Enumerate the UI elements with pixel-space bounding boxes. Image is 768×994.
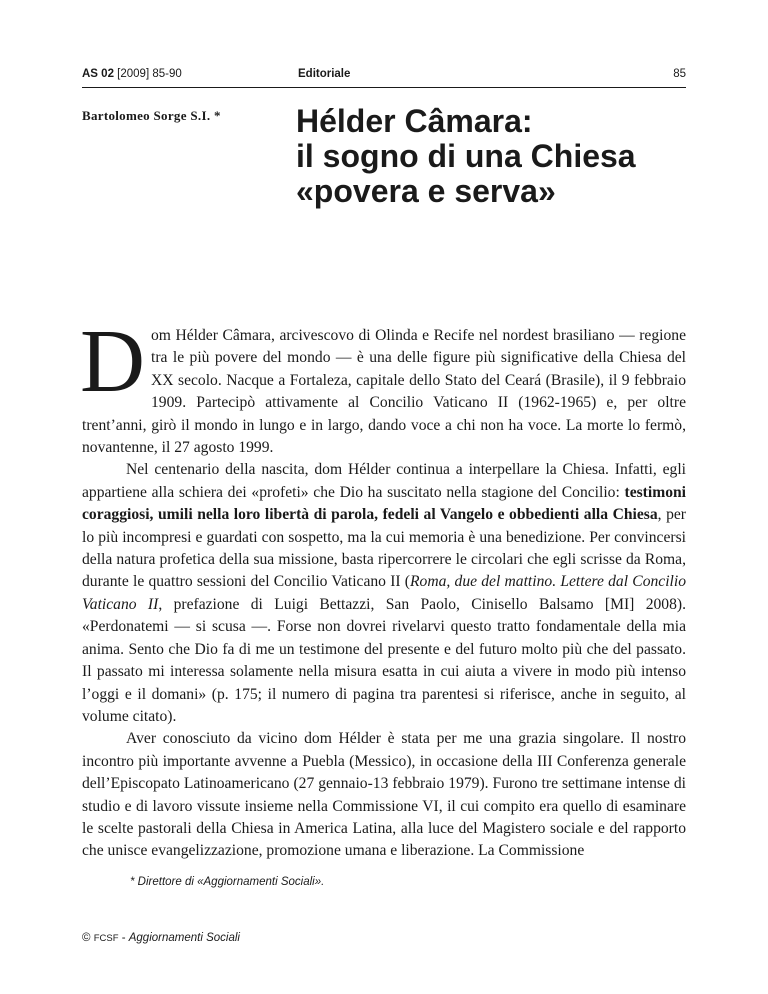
journal-reference: [82, 68, 182, 80]
publication-name: Aggiornamenti Sociali: [128, 932, 240, 944]
article-body: [80, 312, 687, 863]
article-title: [296, 104, 696, 209]
province-abbrev: MI: [610, 595, 630, 613]
paragraph-1-text: om Hélder Câmara, arcivescovo di Olinda e Recife nel nordest brasiliano — regione tra le più povere del mondo — è una delle figure più significative della Chiesa del XX secolo. Nacque a Fortaleza, capitale dello Stato del Ceará (Brasile), il 9 febbraio 1909. Partecipò attivamente al Concilio Vaticano II (1962-1965) e, per oltre trent’anni, girò il mondo in lungo e in largo, dando voce a chi non ha voce. La morte lo fermò, novantenne, il 27 agosto 1999.: [82, 327, 686, 457]
running-header: [82, 68, 686, 84]
header-rule: [82, 87, 686, 88]
copyright-symbol: ©: [82, 932, 91, 944]
paragraph-2: [82, 459, 686, 728]
title-line-1: Hélder Câmara:: [296, 103, 533, 139]
book-title: Roma, due del mattino. Lettere dal Concilio Vaticano II: [82, 573, 687, 613]
paragraph-2-text-a: Nel centenario della nascita, dom Hélder continua a interpellare la Chiesa. Infatti, egli appartiene alla schiera dei «profeti» che Dio ha suscitato nella stagione del Concilio:: [82, 461, 686, 501]
title-line-2: il sogno di una Chiesa: [296, 138, 636, 174]
page-footer: [82, 932, 240, 944]
title-line-3: «povera e serva»: [296, 173, 556, 209]
page-number: 85: [673, 68, 686, 80]
author-order: S.I.: [190, 108, 211, 123]
paragraph-1: [80, 312, 686, 459]
footer-separator: -: [118, 932, 129, 944]
drop-cap: D: [80, 312, 145, 411]
paragraph-2-text-d: ] 2008). «Perdonatemi — si scusa —. Forse non dovrei rivelarvi questo tratto fondamentale della mia anima. Sento che Dio fa di me un testimone del presente e del futuro molto più che del passato. Il passato mi interessa solamente nella misura esatta in cui aiuta a vivere in modo più intenso l’oggi e il domani» (p. 175; il numero di pagina tra parentesi si riferisce, anche in seguito, al volume citato).: [82, 595, 686, 725]
paragraph-3: Aver conosciuto da vicino dom Hélder è stata per me una grazia singolare. Il nostro incontro più importante avvenne a Puebla (Messico), in occasione della III Conferenza generale dell’Episcopato Latinoamericano (27 gennaio-13 febbraio 1979). Furono tre settimane intense di studio e di lavoro vissute insieme nella Commissione VI, il cui compito era quello di esaminare le scelte pastorali della Chiesa in America Latina, alla luce del Magistero sociale e del rapporto che unisce evangelizzazione, promozione umana e liberazione. La Commissione: [82, 730, 686, 860]
journal-code: AS 02: [82, 68, 114, 80]
author-byline: [82, 108, 221, 124]
section-label: Editoriale: [298, 68, 351, 80]
paragraph-2-text-b: , per lo più incompresi e guardati con sospetto, ma la cui memoria è una benedizione. Per convincersi della natura profetica della sua missione, basta ripercorrere le circolari che egli scrisse da Roma, durante le quattro sessioni del Concilio Vaticano II (: [82, 506, 686, 591]
publisher-org: FCSF: [93, 933, 119, 944]
paragraph-2-text-c: , prefazione di Luigi Bettazzi, San Paolo, Cinisello Balsamo [: [158, 595, 611, 613]
footnote: * Direttore di «Aggiornamenti Sociali».: [130, 876, 325, 888]
journal-issue-pages: [2009] 85-90: [117, 68, 182, 80]
author-footnote-mark: *: [213, 108, 221, 123]
paragraph-2-emphasis: testimoni coraggiosi, umili nella loro libertà di parola, fedeli al Vangelo e obbedienti alla Chiesa: [82, 483, 686, 524]
author-name: Bartolomeo Sorge: [82, 108, 187, 123]
